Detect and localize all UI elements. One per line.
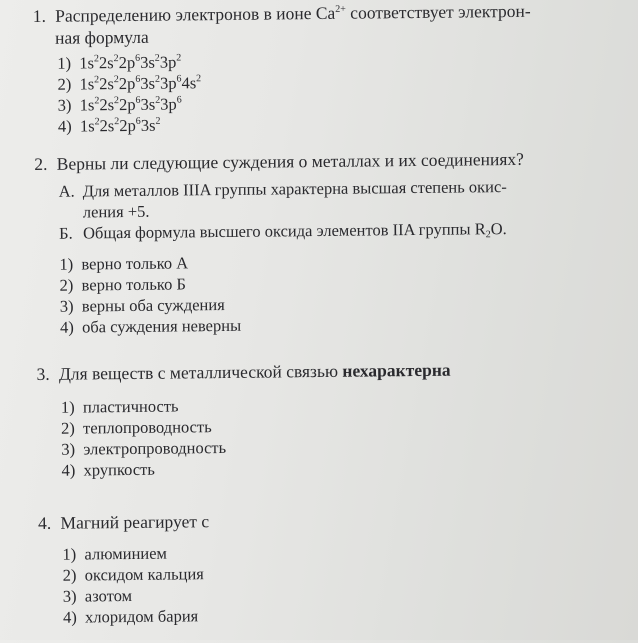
orbital: 3p	[159, 52, 177, 72]
orbital: 3p	[160, 94, 177, 114]
orbital: 2s	[99, 95, 115, 115]
question-2-stem-text: Верны ли следующие суждения о металлах и их соединениях?	[56, 148, 524, 174]
orbital-electrons: 6	[135, 115, 141, 127]
orbital: 3s	[140, 94, 156, 114]
question-3-number: 3.	[36, 363, 50, 384]
question-3-options	[37, 391, 620, 481]
option-number: 4)	[57, 116, 72, 136]
option-number: 3)	[57, 95, 72, 115]
orbital: 2p	[118, 94, 136, 115]
option-text: верно только Б	[81, 274, 187, 295]
question-1-stem-text: Распределению электронов в ионе Ca	[55, 2, 336, 26]
option-text: оксидом кальция	[84, 564, 204, 585]
orbital: 3s	[140, 73, 156, 93]
option-number: 4)	[61, 460, 76, 480]
option-text: хлоридом бария	[84, 606, 199, 627]
orbital-electrons: 2	[154, 52, 160, 64]
orbital: 2p	[118, 73, 136, 94]
orbital-electrons: 2	[94, 74, 100, 86]
orbital: 2s	[99, 116, 115, 136]
question-3-stem-bold: нехарактерна	[342, 359, 451, 381]
orbital: 4s	[181, 73, 197, 93]
orbital-electrons: 2	[94, 95, 100, 107]
orbital: 2p	[119, 115, 136, 136]
electron-formula	[79, 73, 201, 93]
orbital-electrons: 6	[176, 94, 182, 106]
orbital-electrons: 2	[113, 95, 120, 107]
option-text: оба суждения неверны	[81, 315, 242, 337]
question-1-stem-cont: соответствует электрон-	[345, 0, 531, 23]
option-number: 3)	[61, 439, 76, 459]
orbital: 2s	[98, 53, 114, 73]
orbital: 3s	[140, 115, 156, 135]
option-text: алюминием	[84, 543, 168, 564]
orbital: 3p	[159, 73, 177, 93]
orbital-electrons: 6	[135, 52, 141, 64]
option-text: электропроводность	[83, 437, 227, 459]
option-number: 4)	[59, 317, 74, 337]
question-4-number: 4.	[38, 512, 52, 533]
statement-b-end: O.	[490, 219, 507, 239]
orbital: 3s	[140, 52, 155, 72]
question-2-options	[35, 248, 618, 338]
orbital-electrons: 2	[155, 115, 161, 127]
question-1-number: 1.	[32, 5, 47, 26]
orbital-electrons: 2	[114, 116, 120, 128]
orbital: 1s	[79, 116, 95, 136]
option-text: пластичность	[82, 396, 179, 417]
option-text: хрупкость	[83, 459, 155, 480]
question-3-stem-text: Для веществ с металлической связью	[58, 360, 343, 384]
ion-charge: 2+	[335, 3, 346, 15]
orbital-electrons: 6	[176, 73, 182, 85]
statement-a-label: А.	[58, 181, 75, 201]
statement-b-text: Общая формула высшего оксида элементов IIA группы R	[82, 219, 486, 243]
option-number: 1)	[57, 53, 72, 73]
orbital-electrons: 6	[135, 73, 141, 85]
question-1	[33, 0, 616, 137]
option-number: 2)	[61, 418, 75, 438]
option-text: верно только А	[81, 253, 189, 274]
statement-a-text: Для металлов IIIA группы характерна высшая степень окис-	[82, 177, 507, 201]
orbital-electrons: 2	[113, 74, 119, 86]
orbital-electrons: 2	[154, 73, 161, 85]
option-number: 3)	[62, 586, 77, 606]
orbital-electrons: 2	[176, 52, 182, 64]
orbital-electrons: 2	[196, 73, 202, 85]
option-number: 4)	[62, 607, 77, 627]
question-1-stem-line2: ная формула	[54, 26, 149, 48]
option-text: верны оба суждения	[81, 294, 225, 316]
question-2-number: 2.	[34, 153, 48, 174]
orbital-electrons: 6	[135, 94, 141, 106]
orbital: 2p	[118, 52, 136, 73]
question-2	[34, 147, 618, 338]
option-number: 1)	[62, 544, 77, 564]
option-number: 3)	[59, 296, 74, 316]
statement-b-subscript: 2	[485, 229, 491, 241]
question-4-stem-text: Магний реагирует с	[60, 511, 210, 533]
orbital: 1s	[79, 74, 95, 94]
statement-b-label: Б.	[58, 223, 73, 243]
orbital: 1s	[79, 53, 95, 73]
orbital-electrons: 2	[155, 94, 161, 106]
orbital: 2s	[99, 74, 114, 94]
option-text: азотом	[84, 585, 133, 606]
orbital-electrons: 2	[93, 53, 99, 65]
electron-formula	[80, 94, 182, 114]
orbital-electrons: 2	[94, 116, 100, 128]
orbital-electrons: 2	[113, 53, 119, 65]
option-text: теплопроводность	[83, 417, 212, 438]
question-4-options	[38, 538, 621, 628]
option-number: 2)	[57, 74, 72, 94]
option-number: 2)	[59, 275, 74, 295]
statement-a-cont: ления +5.	[82, 201, 150, 222]
question-3	[36, 357, 619, 481]
electron-formula	[79, 52, 181, 72]
option-number: 1)	[59, 254, 74, 274]
question-4	[38, 506, 621, 628]
question-1-options	[33, 47, 616, 137]
electron-formula	[80, 116, 161, 136]
option-number: 2)	[62, 565, 77, 585]
orbital: 1s	[79, 95, 95, 115]
option-number: 1)	[60, 397, 75, 417]
